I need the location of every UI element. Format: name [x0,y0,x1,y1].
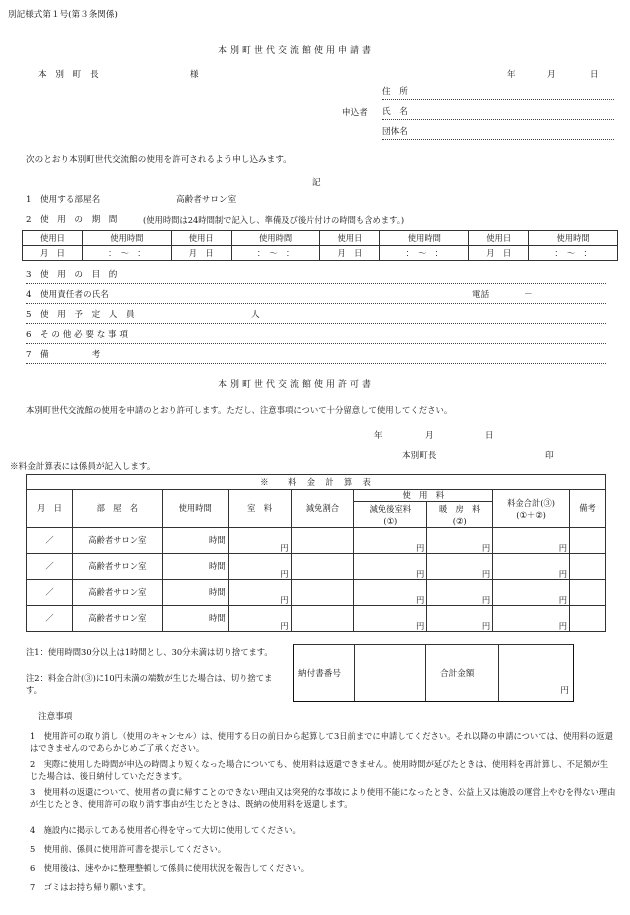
fee-row-heating[interactable]: 円 [427,528,493,554]
total-label-cell [426,645,499,701]
period-header: 使用時間 [380,231,469,246]
fee-row-date[interactable]: ／ [27,554,73,580]
fee-header-room: 部 屋 名 [72,490,162,528]
fee-row-after-discount[interactable]: 円 [354,554,427,580]
fee-row-total[interactable]: 円 [493,606,570,632]
precaution-item: 2 実際に使用した時間が申込の時間より短くなった場合についても、使用料は返還できません。使用時間が延びたときは、使用料を再計算し、不足額が生じた場合は、後日納付していただきます。 [30,759,609,781]
persons-unit: 人 [251,310,260,320]
fee-note-1: 注1：使用時間30分以上は1時間とし、30分未満は切り捨てます。 [26,647,273,657]
period-header-row [23,231,618,246]
period-table [22,230,618,261]
fee-row-date[interactable]: ／ [27,606,73,632]
total-yen: 円 [560,686,569,697]
fee-row-after-discount[interactable]: 円 [354,580,427,606]
fee-row-remarks[interactable] [570,554,606,580]
item6-row[interactable] [26,330,606,344]
fee-row-room: 高齢者サロン室 [72,528,162,554]
applicant-label: 申込者 [342,108,368,118]
fee-row-total[interactable]: 円 [493,528,570,554]
fee-row-room-fee[interactable]: 円 [228,606,291,632]
fee-row-remarks[interactable] [570,606,606,632]
item1-value: 高齢者サロン室 [176,195,237,205]
period-day-cell[interactable]: 月 日 [171,246,231,261]
addressee: 本 別 町 長 [38,70,102,80]
fee-row-time[interactable]: 時間 [162,580,228,606]
fee-row-remarks[interactable] [570,528,606,554]
form-id: 別記様式第１号(第３条関係) [8,10,118,20]
fee-header-total: 料金合計(③) (①＋②) [493,490,570,528]
form-title: 本別町世代交流館使用申請書 [218,46,375,56]
address-field[interactable] [382,87,614,100]
intro-text: 次のとおり本別町世代交流館の使用を許可されるよう申し込みます。 [26,155,292,165]
period-day-cell[interactable]: 月 日 [320,246,380,261]
fee-row-after-discount[interactable]: 円 [354,528,427,554]
fee-row-date[interactable]: ／ [27,528,73,554]
permit-mayor: 本別町長 [402,451,437,461]
phone-label: 電話 [472,290,490,300]
period-time-cell[interactable]: ： ～ ： [82,246,171,261]
period-header: 使用日 [171,231,231,246]
fee-row [27,580,606,606]
period-header: 使用時間 [529,231,618,246]
precaution-item: 7 ゴミはお持ち帰り願います。 [30,882,151,892]
address-label: 住 所 [382,87,408,97]
total-label: 合計金額 [440,669,475,679]
item7-label: 7 備 考 [26,350,101,360]
item4-label: 4 使用責任者の氏名 [26,290,109,300]
name-field[interactable] [382,107,614,120]
item1-label: 1 使用する部屋名 [26,195,101,205]
fee-row-total[interactable]: 円 [493,554,570,580]
period-header: 使用日 [320,231,380,246]
permit-title: 本別町世代交流館使用許可書 [218,380,375,390]
total-field[interactable] [499,645,573,701]
fee-row-time[interactable]: 時間 [162,606,228,632]
receipt-no-field[interactable] [355,645,426,701]
seal-mark: 印 [545,451,554,461]
fee-row-remarks[interactable] [570,580,606,606]
fee-row-heating[interactable]: 円 [427,554,493,580]
group-label: 団体名 [382,127,408,137]
fee-row-date[interactable]: ／ [27,580,73,606]
fee-row-total[interactable]: 円 [493,580,570,606]
item2-note: (使用時間は24時間制で記入し、準備及び後片付けの時間も含めます。) [143,215,405,225]
fee-header-usage: 使 用 料 [354,490,493,502]
fee-notice: ※料金計算表には係員が記入します。 [10,462,156,472]
fee-header-discount: 減免割合 [291,490,354,528]
item2-label: 2 使 用 の 期 間 [26,215,118,225]
fee-row-after-discount[interactable]: 円 [354,606,427,632]
item4-row[interactable] [26,290,606,304]
fee-header-time: 使用時間 [162,490,228,528]
precaution-item: 4 施設内に掲示してある使用者心得を守って大切に使用してください。 [30,825,301,835]
fee-row-heating[interactable]: 円 [427,580,493,606]
fee-row-discount[interactable] [291,554,354,580]
precaution-item: 5 使用前、係員に使用許可書を提示してください。 [30,844,227,854]
fee-row [27,528,606,554]
fee-row-room-fee[interactable]: 円 [228,528,291,554]
honorific: 様 [190,70,199,80]
fee-header-remarks: 備考 [570,490,606,528]
item5-row[interactable] [26,310,606,324]
fee-row-room: 高齢者サロン室 [72,580,162,606]
name-label: 氏 名 [382,107,408,117]
period-header: 使用日 [23,231,83,246]
date-month: 月 [547,70,556,80]
fee-header-room-fee: 室 料 [228,490,291,528]
item3-label: 3 使 用 の 目 的 [26,270,118,280]
fee-note-2: 注2：料金合計(③)に10円未満の端数が生じた場合は、切り捨てます。 [26,673,273,695]
fee-header-date: 月 日 [27,490,73,528]
period-time-cell[interactable]: ： ～ ： [380,246,469,261]
phone-dash: － [524,290,533,300]
precaution-item: 6 使用後は、速やかに整理整頓して係員に使用状況を報告してください。 [30,863,310,873]
fee-row [27,606,606,632]
fee-table-title: ※ 料 金 計 算 表 [27,475,606,490]
fee-row-room: 高齢者サロン室 [72,606,162,632]
fee-row-heating[interactable]: 円 [427,606,493,632]
fee-header-heating: 暖 房 料 (②) [427,502,493,528]
fee-row-room-fee[interactable]: 円 [228,580,291,606]
fee-row-room: 高齢者サロン室 [72,554,162,580]
item5-label: 5 使 用 予 定 人 員 [26,310,135,320]
period-input-row [23,246,618,261]
fee-row [27,554,606,580]
fee-row-time[interactable]: 時間 [162,528,228,554]
permit-month: 月 [425,431,434,441]
item7-row[interactable] [26,350,606,364]
permit-year: 年 [374,431,383,441]
item6-label: 6 そ の 他 必 要 な 事 項 [26,330,128,340]
fee-row-time[interactable]: 時間 [162,554,228,580]
period-header: 使用日 [469,231,529,246]
summary-box [293,644,574,702]
fee-row-discount[interactable] [291,606,354,632]
period-day-cell[interactable]: 月 日 [469,246,529,261]
precaution-item: 1 使用許可の取り消し（使用のキャンセル）は、使用する日の前日から起算して3日前までに申請してください。それ以降の申請については、使用料の返還はできませんのであらかじめご了承ください。 [30,731,613,753]
fee-row-discount[interactable] [291,580,354,606]
fee-table [26,474,606,632]
ki-text: 記 [312,178,321,188]
receipt-no-label-cell [294,645,355,701]
group-field[interactable] [382,127,614,140]
precautions-title: 注意事項 [38,712,73,722]
fee-row-room-fee[interactable]: 円 [228,554,291,580]
fee-header-after-discount: 減免後室料 (①) [354,502,427,528]
period-day-cell[interactable]: 月 日 [23,246,83,261]
permit-text: 本別町世代交流館の使用を申請のとおり許可します。ただし、注意事項について十分留意して使用してください。 [26,405,453,415]
period-time-cell[interactable]: ： ～ ： [529,246,618,261]
permit-day: 日 [485,431,494,441]
date-day: 日 [590,70,599,80]
date-year: 年 [507,70,516,80]
period-header: 使用時間 [231,231,320,246]
precaution-item: 3 使用料の返還について、使用者の責に帰すことのできない理由又は突発的な事故により使用不能になったとき、公益上又は施設の運営上やむを得ない理由が生じたとき、使用許可の取り消す事由が生じたときは、既納の使用料を返還します。 [30,787,616,809]
period-header: 使用時間 [82,231,171,246]
fee-row-discount[interactable] [291,528,354,554]
period-time-cell[interactable]: ： ～ ： [231,246,320,261]
receipt-no-label: 納付書番号 [298,669,341,679]
item3-row[interactable] [26,270,606,284]
